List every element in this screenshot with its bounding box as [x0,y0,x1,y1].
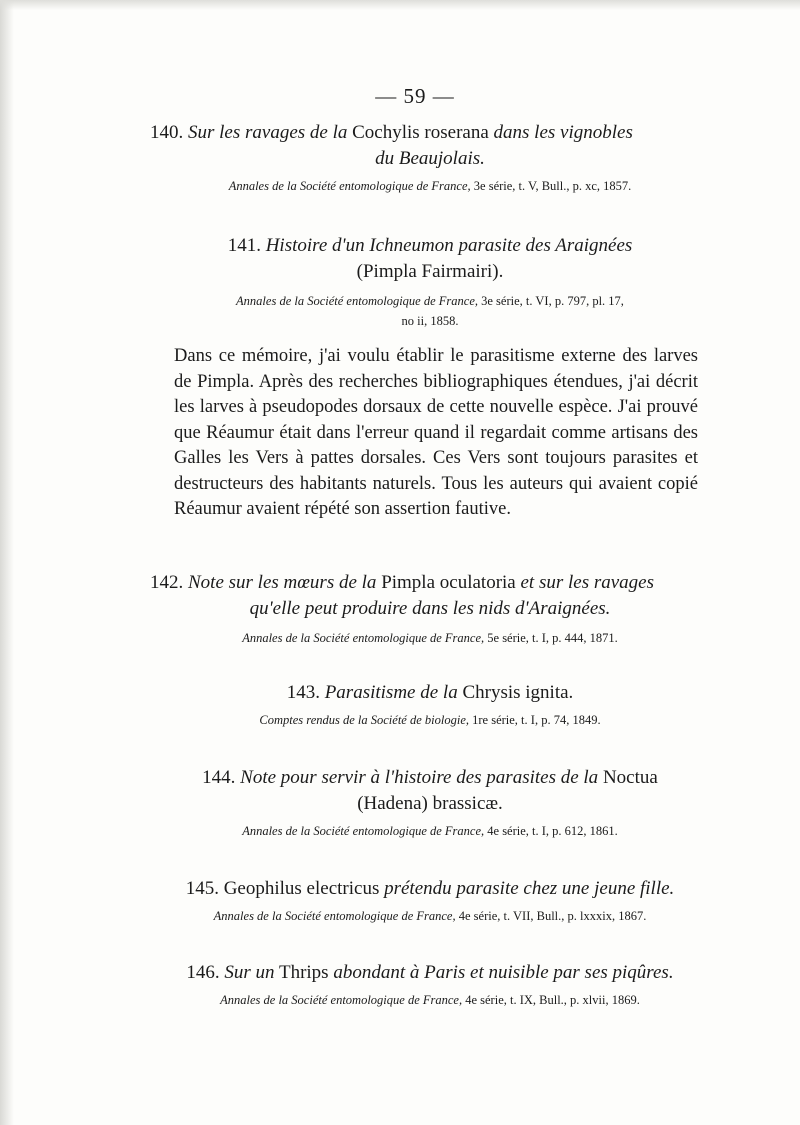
entry-title-line1 [150,960,710,986]
entry-reference [150,990,710,1010]
reference-journal: Annales de la Société entomologique de France, [236,294,478,308]
reference-details: 3e série, t. V, Bull., p. xc, 1857. [473,179,632,193]
title-segment: qu'elle peut produire dans les nids d'Araignées. [249,598,611,619]
entry-reference-line2 [150,311,710,331]
entry-145 [150,876,710,926]
title-segment: Parasitisme de la [324,682,458,703]
title-segment: Geophilus electricus [223,878,385,899]
entry-title-line1 [150,765,710,791]
entry-title-line1 [150,233,710,259]
title-segment: du Beaujolais. [375,148,485,169]
entry-140 [150,120,710,196]
entry-reference [150,176,710,196]
title-segment: Note sur les mœurs de la [188,572,377,593]
title-segment: Pimpla oculatoria [376,572,521,593]
title-segment: dans les vignobles [493,122,633,143]
reference-details: 4e série, t. I, p. 612, 1861. [487,824,618,838]
scan-shadow-left [0,0,14,1125]
entry-title-line2 [150,596,710,622]
entry-reference [150,291,710,311]
entry-number: 141. [227,235,261,256]
reference-details: no ii, 1858. [401,314,459,328]
entry-number: 143. [286,682,320,703]
title-segment: Thrips [274,962,334,983]
entry-title-line2 [150,791,710,817]
page-number: — 59 — [375,84,455,108]
entry-title-line2 [150,146,710,172]
entry-reference [150,906,710,926]
entry-number: 145. [185,878,219,899]
reference-details: 5e série, t. I, p. 444, 1871. [487,631,618,645]
reference-details: 4e série, t. VII, Bull., p. lxxxix, 1867. [458,909,647,923]
reference-journal: Annales de la Société entomologique de France, [242,631,485,645]
title-segment: (Hadena) brassicæ. [357,793,503,814]
title-segment: Sur un [224,962,275,983]
title-segment: et sur les ravages [520,572,655,593]
entry-reference [150,628,710,648]
entry-reference [150,821,710,841]
entry-title-line1 [150,120,710,146]
title-segment: Cochylis roserana [347,122,494,143]
title-segment: Sur les ravages de la [188,122,348,143]
title-segment: (Pimpla Fairmairi). [356,261,504,282]
title-segment: Noctua [598,767,658,788]
entry-number: 140. [150,122,184,143]
entry-title-line1 [150,680,710,706]
memoir-paragraph [174,344,698,523]
entry-reference [150,710,710,730]
entry-number: 142. [150,572,184,593]
entry-number: 144. [202,767,236,788]
title-segment: abondant à Paris et nuisible par ses piqûres. [333,962,674,983]
reference-journal: Annales de la Société entomologique de France, [213,909,456,923]
paragraph-text: Dans ce mémoire, j'ai voulu établir le parasitisme externe des larves de Pimpla. Après des recherches bibliographiques étendues, j'ai décrit les larves à pseudopodes dorsaux de cette nouvelle espèce. J'ai prouvé que Réaumur était dans l'erreur quand il regardait comme artisans des Galles les Vers à pattes dorsales. Ces Vers sont toujours parasites et destructeurs des habitants naturels. Tous les auteurs qui avaient copié Réaumur avaient répété son assertion fautive. [174,346,698,519]
title-segment: Note pour servir à l'histoire des parasites de la [240,767,599,788]
reference-details: 3e série, t. VI, p. 797, pl. 17, [481,294,624,308]
entry-144 [150,765,710,841]
scan-shadow-top [0,0,800,10]
reference-journal: Annales de la Société entomologique de France, [220,993,463,1007]
entry-title-line1 [150,570,710,596]
entry-title-line2 [150,259,710,285]
reference-details: 1re série, t. I, p. 74, 1849. [472,713,601,727]
title-segment: Histoire d'un Ichneumon parasite des Araignées [265,235,633,256]
entry-143 [150,680,710,730]
reference-journal: Comptes rendus de la Société de biologie, [259,713,469,727]
title-segment: prétendu parasite chez une jeune fille. [384,878,675,899]
entry-title-line1 [150,876,710,902]
entry-number: 146. [186,962,220,983]
reference-details: 4e série, t. IX, Bull., p. xlvii, 1869. [465,993,640,1007]
reference-journal: Annales de la Société entomologique de France, [242,824,485,838]
entry-146 [150,960,710,1010]
entry-142 [150,570,710,648]
title-segment: Chrysis ignita. [457,682,574,703]
entry-141 [150,233,710,331]
reference-journal: Annales de la Société entomologique de France, [228,179,471,193]
